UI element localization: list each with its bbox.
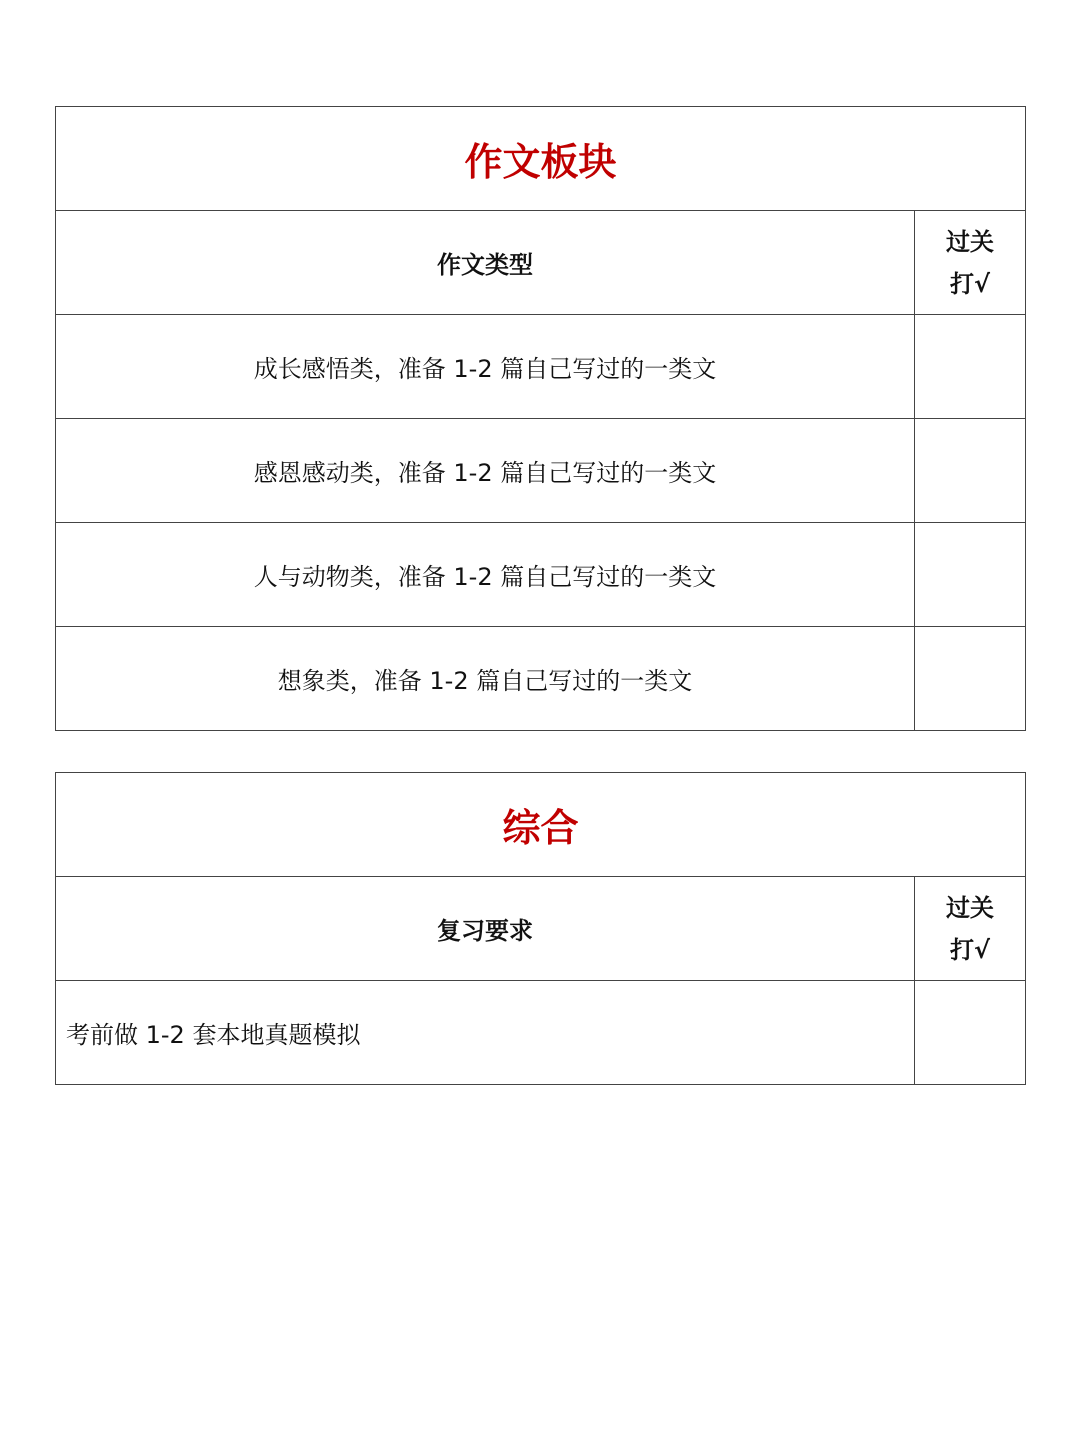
review-requirement-header: 复习要求 (56, 877, 915, 981)
general-section-title: 综合 (56, 773, 1026, 877)
table-row (56, 523, 1026, 627)
essay-check-header: 过关 打√ (915, 211, 1026, 315)
essay-section-title: 作文板块 (56, 107, 1026, 211)
essay-type-item: 感恩感动类，准备 1-2 篇自己写过的一类文 (56, 419, 915, 523)
essay-type-header: 作文类型 (56, 211, 915, 315)
essay-type-item: 人与动物类，准备 1-2 篇自己写过的一类文 (56, 523, 915, 627)
general-section-table (55, 772, 1026, 1085)
check-box-cell[interactable] (915, 981, 1026, 1085)
table-row (56, 315, 1026, 419)
general-check-header: 过关 打√ (915, 877, 1026, 981)
check-box-cell[interactable] (915, 419, 1026, 523)
review-requirement-item: 考前做 1-2 套本地真题模拟 (56, 981, 915, 1085)
table-row (56, 627, 1026, 731)
table-row (56, 981, 1026, 1085)
essay-section-table (55, 106, 1026, 731)
essay-type-item: 成长感悟类，准备 1-2 篇自己写过的一类文 (56, 315, 915, 419)
check-box-cell[interactable] (915, 523, 1026, 627)
check-box-cell[interactable] (915, 627, 1026, 731)
essay-type-item: 想象类，准备 1-2 篇自己写过的一类文 (56, 627, 915, 731)
table-row (56, 419, 1026, 523)
check-box-cell[interactable] (915, 315, 1026, 419)
